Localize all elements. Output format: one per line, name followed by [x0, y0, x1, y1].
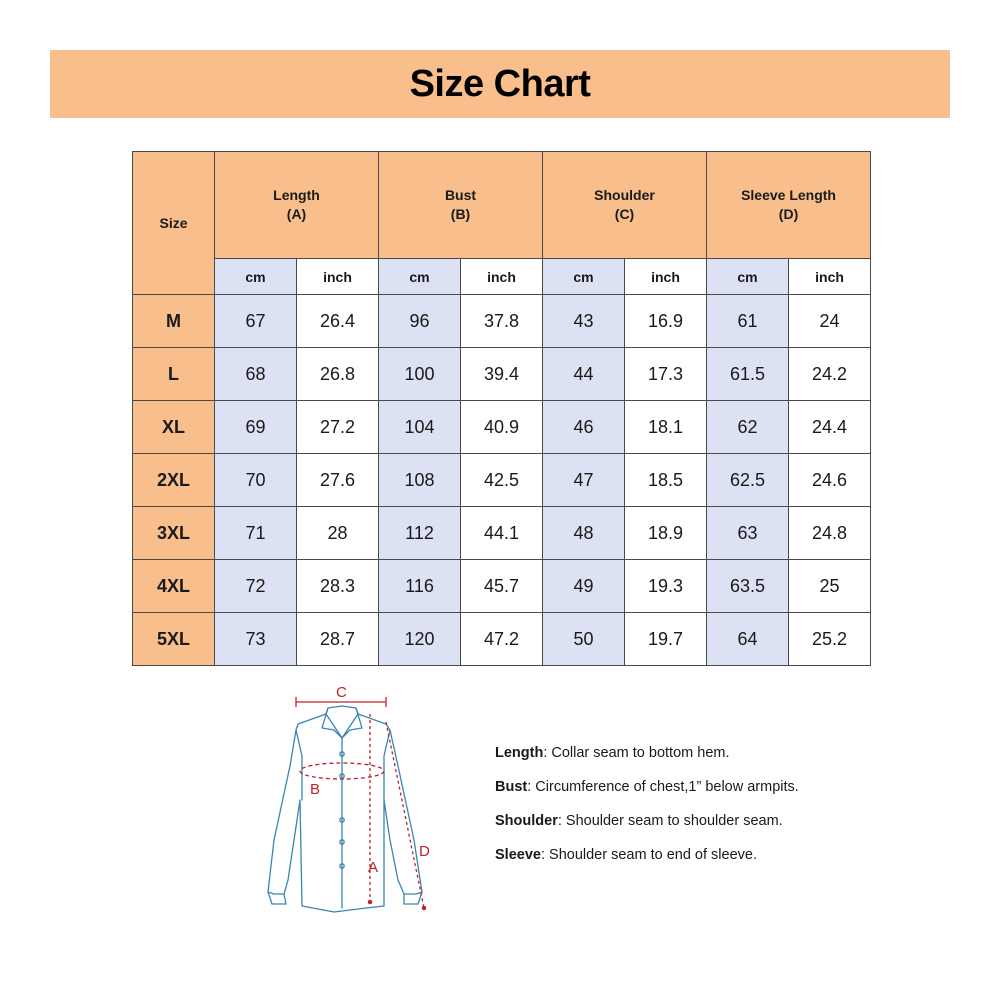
table-group-header-row	[133, 152, 871, 259]
note-term: Shoulder	[495, 813, 558, 829]
inch-value-cell: 16.9	[625, 295, 707, 348]
cm-value-cell: 49	[543, 560, 625, 613]
inch-value-cell: 18.5	[625, 454, 707, 507]
size-cell: 4XL	[133, 560, 215, 613]
inch-value-cell: 19.3	[625, 560, 707, 613]
measure-label-a: A	[368, 859, 379, 876]
cm-value-cell: 62	[707, 401, 789, 454]
cm-value-cell: 100	[379, 348, 461, 401]
inch-value-cell: 19.7	[625, 613, 707, 666]
table-row	[133, 507, 871, 560]
table-row	[133, 560, 871, 613]
cm-value-cell: 112	[379, 507, 461, 560]
note-sleeve	[495, 846, 915, 865]
inch-value-cell: 18.1	[625, 401, 707, 454]
note-text: : Shoulder seam to shoulder seam.	[557, 813, 783, 829]
inch-value-cell: 24.2	[789, 348, 871, 401]
group-header-name: Sleeve Length	[741, 187, 836, 203]
cm-value-cell: 61	[707, 295, 789, 348]
note-shoulder	[495, 812, 915, 831]
cm-value-cell: 63.5	[707, 560, 789, 613]
inch-value-cell: 26.8	[297, 348, 379, 401]
unit-header-cm: cm	[215, 259, 297, 295]
inch-value-cell: 27.6	[297, 454, 379, 507]
cm-value-cell: 116	[379, 560, 461, 613]
inch-value-cell: 45.7	[461, 560, 543, 613]
note-length	[495, 744, 915, 763]
group-header-code: (D)	[778, 206, 799, 222]
size-column-header: Size	[133, 152, 215, 295]
unit-header-inch: inch	[297, 259, 379, 295]
inch-value-cell: 24.6	[789, 454, 871, 507]
table-row	[133, 348, 871, 401]
cm-value-cell: 67	[215, 295, 297, 348]
cm-value-cell: 72	[215, 560, 297, 613]
shirt-measurement-diagram	[238, 680, 448, 920]
table-row	[133, 454, 871, 507]
inch-value-cell: 17.3	[625, 348, 707, 401]
page-title: Size Chart	[409, 62, 591, 105]
inch-value-cell: 27.2	[297, 401, 379, 454]
inch-value-cell: 47.2	[461, 613, 543, 666]
unit-header-cm: cm	[707, 259, 789, 295]
group-header-name: Shoulder	[594, 187, 655, 203]
inch-value-cell: 18.9	[625, 507, 707, 560]
cm-value-cell: 47	[543, 454, 625, 507]
unit-header-inch: inch	[461, 259, 543, 295]
inch-value-cell: 44.1	[461, 507, 543, 560]
table-unit-header-row	[133, 259, 871, 295]
inch-value-cell: 42.5	[461, 454, 543, 507]
inch-value-cell: 39.4	[461, 348, 543, 401]
note-text: : Collar seam to bottom hem.	[543, 745, 730, 761]
measure-label-d: D	[419, 843, 430, 860]
table-row	[133, 295, 871, 348]
size-cell: XL	[133, 401, 215, 454]
table-body	[133, 295, 871, 666]
cm-value-cell: 63	[707, 507, 789, 560]
cm-value-cell: 62.5	[707, 454, 789, 507]
note-text: : Circumference of chest,1” below armpits.	[527, 779, 799, 795]
cm-value-cell: 108	[379, 454, 461, 507]
cm-value-cell: 50	[543, 613, 625, 666]
unit-header-cm: cm	[543, 259, 625, 295]
title-banner	[50, 50, 950, 118]
inch-value-cell: 37.8	[461, 295, 543, 348]
cm-value-cell: 120	[379, 613, 461, 666]
measurement-notes	[495, 744, 915, 880]
note-term: Sleeve	[495, 847, 541, 863]
unit-header-inch: inch	[625, 259, 707, 295]
group-header-name: Length	[273, 187, 320, 203]
size-table	[132, 151, 871, 666]
group-header-sleeve-length	[707, 152, 871, 259]
group-header-bust	[379, 152, 543, 259]
note-term: Bust	[495, 779, 528, 795]
cm-value-cell: 48	[543, 507, 625, 560]
group-header-name: Bust	[444, 187, 477, 203]
inch-value-cell: 28	[297, 507, 379, 560]
group-header-length	[215, 152, 379, 259]
cm-value-cell: 70	[215, 454, 297, 507]
unit-header-cm: cm	[379, 259, 461, 295]
inch-value-cell: 28.7	[297, 613, 379, 666]
inch-value-cell: 24	[789, 295, 871, 348]
inch-value-cell: 26.4	[297, 295, 379, 348]
cm-value-cell: 68	[215, 348, 297, 401]
note-text: : Shoulder seam to end of sleeve.	[540, 847, 757, 863]
cm-value-cell: 73	[215, 613, 297, 666]
cm-value-cell: 44	[543, 348, 625, 401]
size-cell: 5XL	[133, 613, 215, 666]
measure-label-c: C	[336, 684, 347, 701]
unit-header-inch: inch	[789, 259, 871, 295]
inch-value-cell: 28.3	[297, 560, 379, 613]
note-term: Length	[495, 745, 544, 761]
group-header-shoulder	[543, 152, 707, 259]
size-cell: 3XL	[133, 507, 215, 560]
cm-value-cell: 104	[379, 401, 461, 454]
inch-value-cell: 25.2	[789, 613, 871, 666]
shirt-outline-icon	[268, 706, 422, 912]
cm-value-cell: 61.5	[707, 348, 789, 401]
cm-value-cell: 96	[379, 295, 461, 348]
cm-value-cell: 64	[707, 613, 789, 666]
group-header-code: (C)	[614, 206, 635, 222]
group-header-code: (A)	[286, 206, 307, 222]
cm-value-cell: 43	[543, 295, 625, 348]
note-bust	[495, 778, 915, 797]
size-cell: M	[133, 295, 215, 348]
size-cell: 2XL	[133, 454, 215, 507]
group-header-code: (B)	[450, 206, 471, 222]
cm-value-cell: 46	[543, 401, 625, 454]
table-row	[133, 401, 871, 454]
inch-value-cell: 25	[789, 560, 871, 613]
cm-value-cell: 71	[215, 507, 297, 560]
inch-value-cell: 40.9	[461, 401, 543, 454]
cm-value-cell: 69	[215, 401, 297, 454]
table-row	[133, 613, 871, 666]
size-cell: L	[133, 348, 215, 401]
inch-value-cell: 24.4	[789, 401, 871, 454]
inch-value-cell: 24.8	[789, 507, 871, 560]
measure-label-b: B	[310, 781, 321, 798]
